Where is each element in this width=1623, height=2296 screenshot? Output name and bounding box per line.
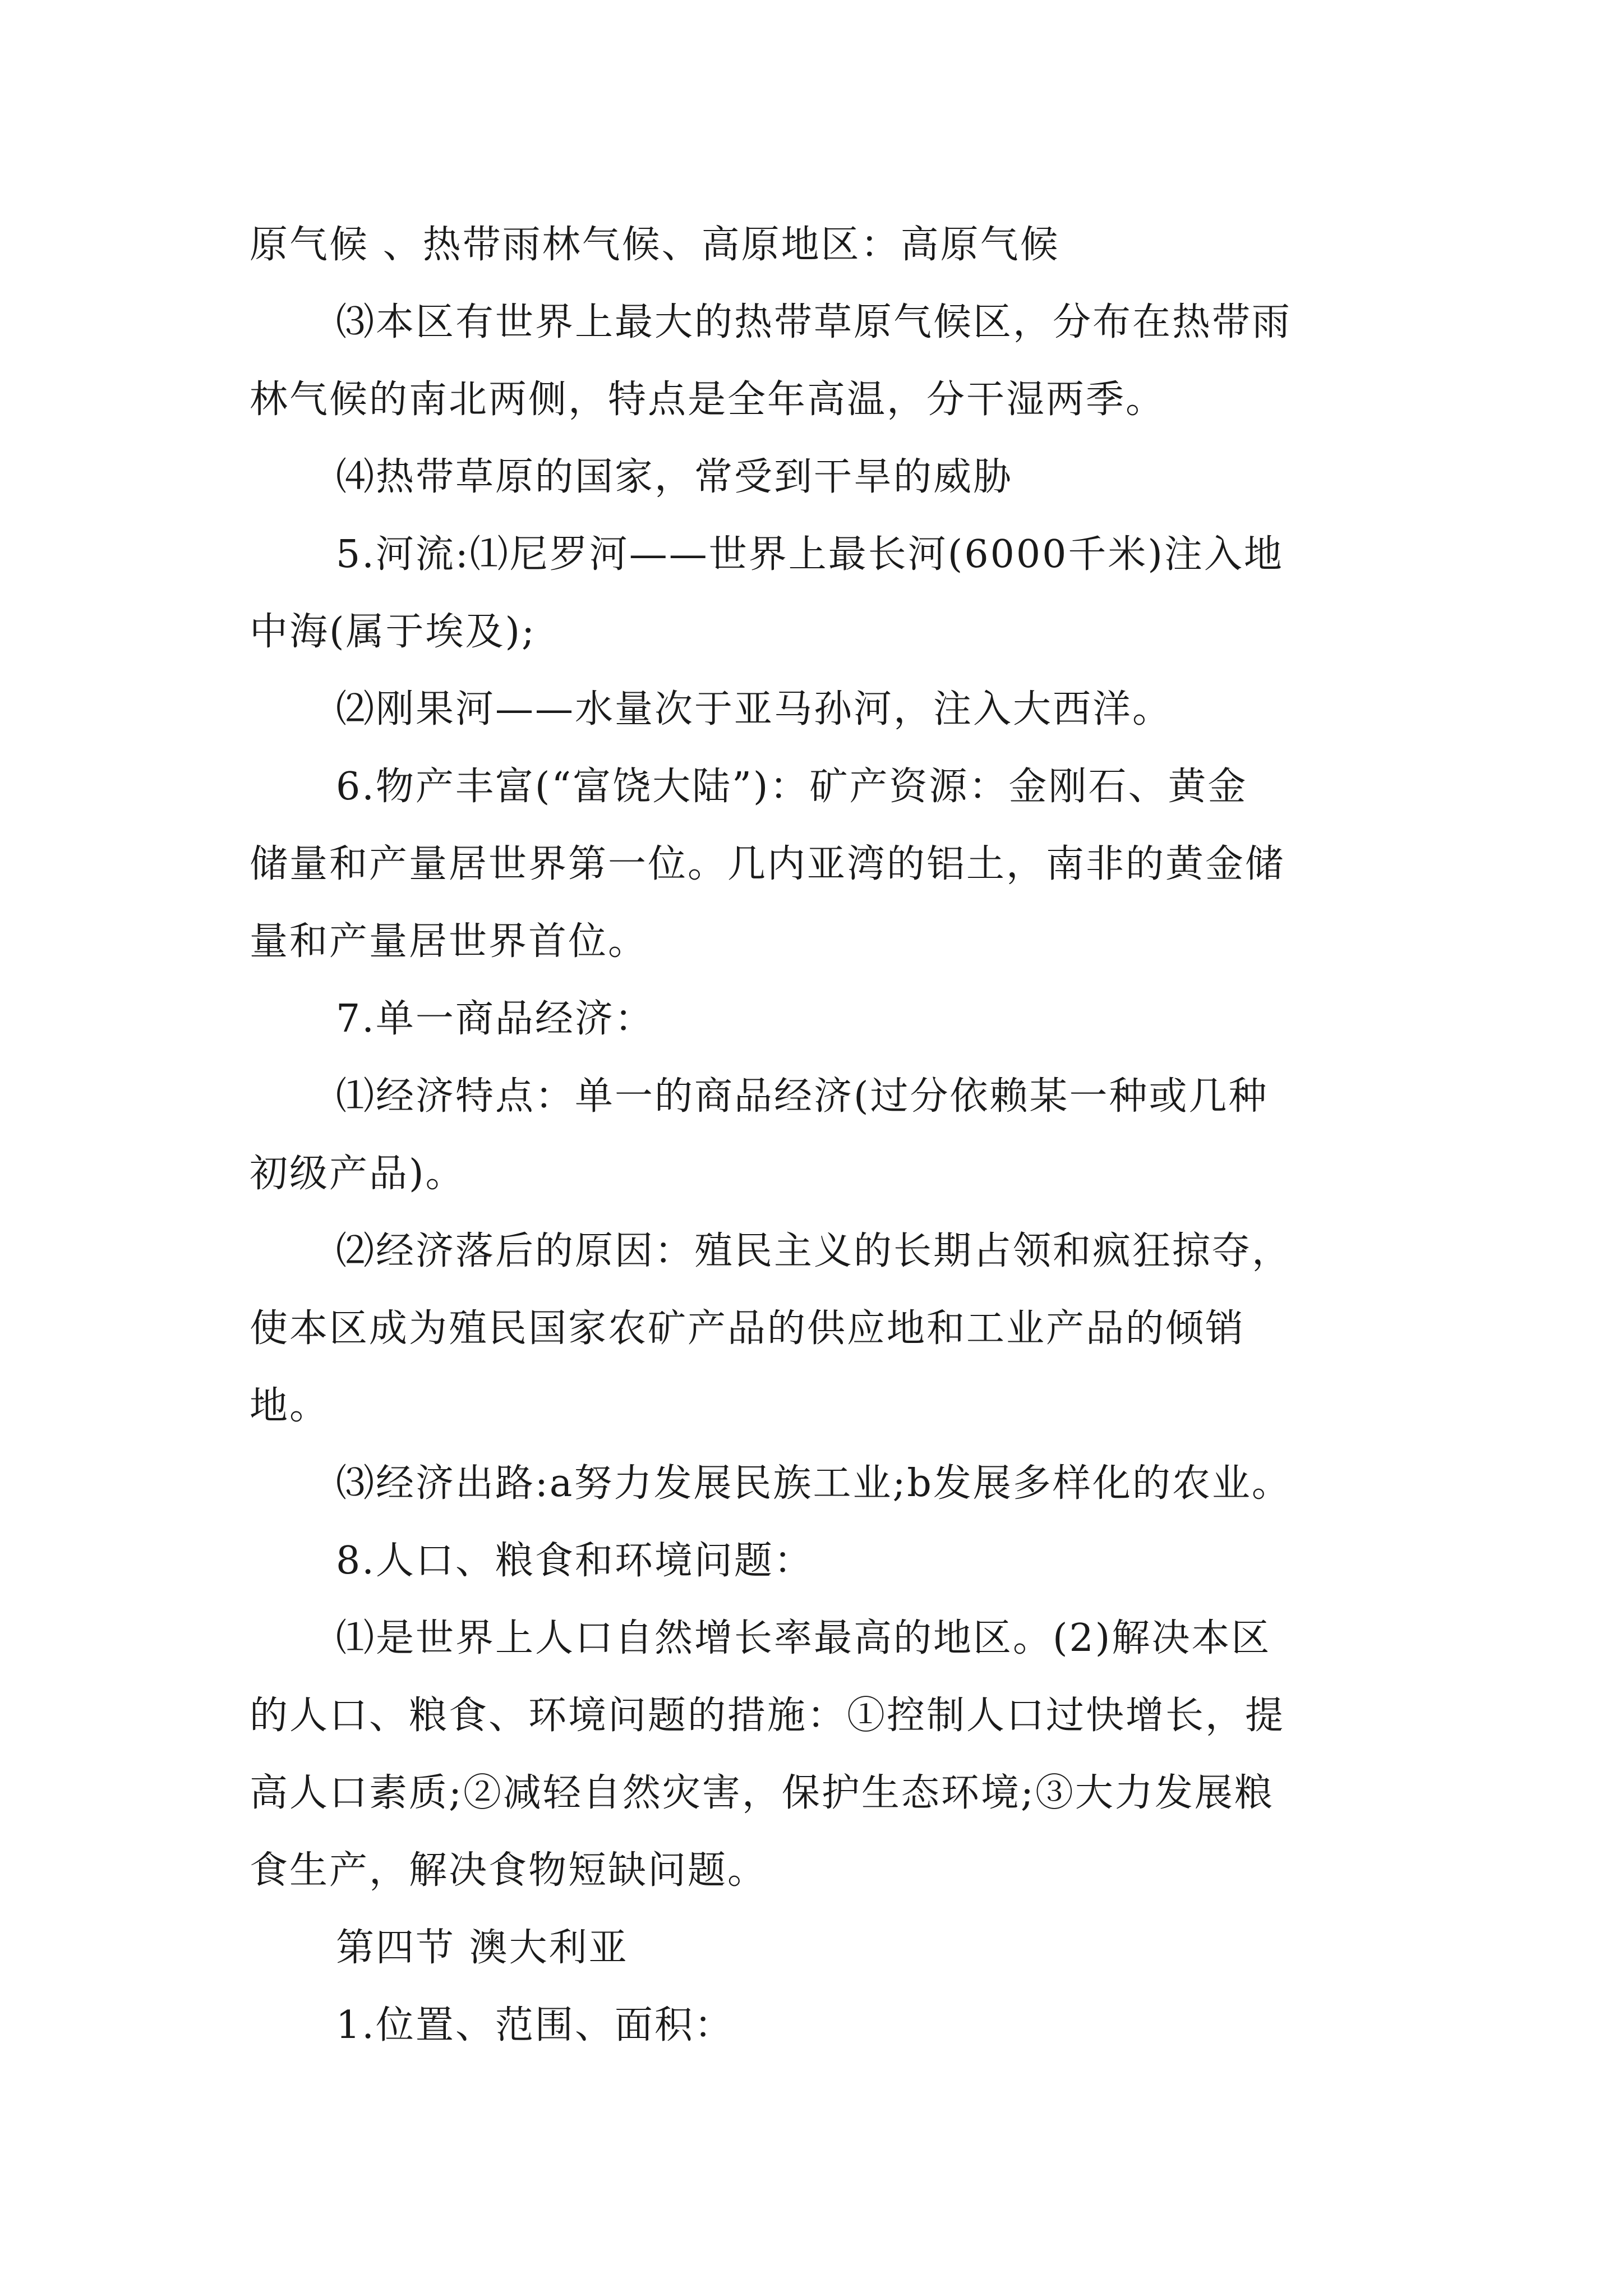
text-line: 使本区成为殖民国家农矿产品的供应地和工业产品的倾销 xyxy=(250,1306,1246,1351)
text-line: ⑷热带草原的国家，常受到干旱的威胁 xyxy=(336,455,1013,499)
chapter-heading: 第四节 澳大利亚 xyxy=(336,1926,629,1970)
text-line: 原气候 、热带雨林气候、高原地区：高原气候 xyxy=(250,223,1060,267)
text-line: 食生产，解决食物短缺问题。 xyxy=(250,1848,768,1893)
section-heading: 7.单一商品经济： xyxy=(336,997,654,1041)
text-line: 量和产量居世界首位。 xyxy=(250,919,648,964)
text-line: ⑵经济落后的原因：殖民主义的长期占领和疯狂掠夺， xyxy=(336,1229,1292,1273)
section-heading: 1.位置、范围、面积： xyxy=(336,2003,734,2047)
text-line: ⑵刚果河——水量次于亚马孙河，注入大西洋。 xyxy=(336,687,1173,731)
text-line: ⑶经济出路:a努力发展民族工业;b发展多样化的农业。 xyxy=(336,1461,1292,1506)
document-body xyxy=(250,206,1394,2064)
text-line: ⑴是世界上人口自然增长率最高的地区。(2)解决本区 xyxy=(336,1616,1271,1660)
text-line: 高人口素质;②减轻自然灾害，保护生态环境;③大力发展粮 xyxy=(250,1771,1274,1815)
text-line: ⑴经济特点：单一的商品经济(过分依赖某一种或几种 xyxy=(336,1074,1269,1119)
text-line: 5.河流:⑴尼罗河——世界上最长河(6000千米)注入地 xyxy=(336,532,1284,577)
text-line: 中海(属于埃及); xyxy=(250,610,536,654)
text-line: 6.物产丰富(“富饶大陆”)：矿产资源：金刚石、黄金 xyxy=(336,765,1248,809)
section-heading: 8.人口、粮食和环境问题： xyxy=(336,1539,814,1583)
text-line: 的人口、粮食、环境问题的措施：①控制人口过快增长，提 xyxy=(250,1694,1285,1738)
text-line: ⑶本区有世界上最大的热带草原气候区，分布在热带雨 xyxy=(336,300,1292,344)
text-line: 初级产品)。 xyxy=(250,1152,465,1196)
text-line: 林气候的南北两侧，特点是全年高温，分干湿两季。 xyxy=(250,378,1166,422)
text-line: 地。 xyxy=(250,1384,330,1428)
text-line: 储量和产量居世界第一位。几内亚湾的铝土，南非的黄金储 xyxy=(250,842,1285,886)
